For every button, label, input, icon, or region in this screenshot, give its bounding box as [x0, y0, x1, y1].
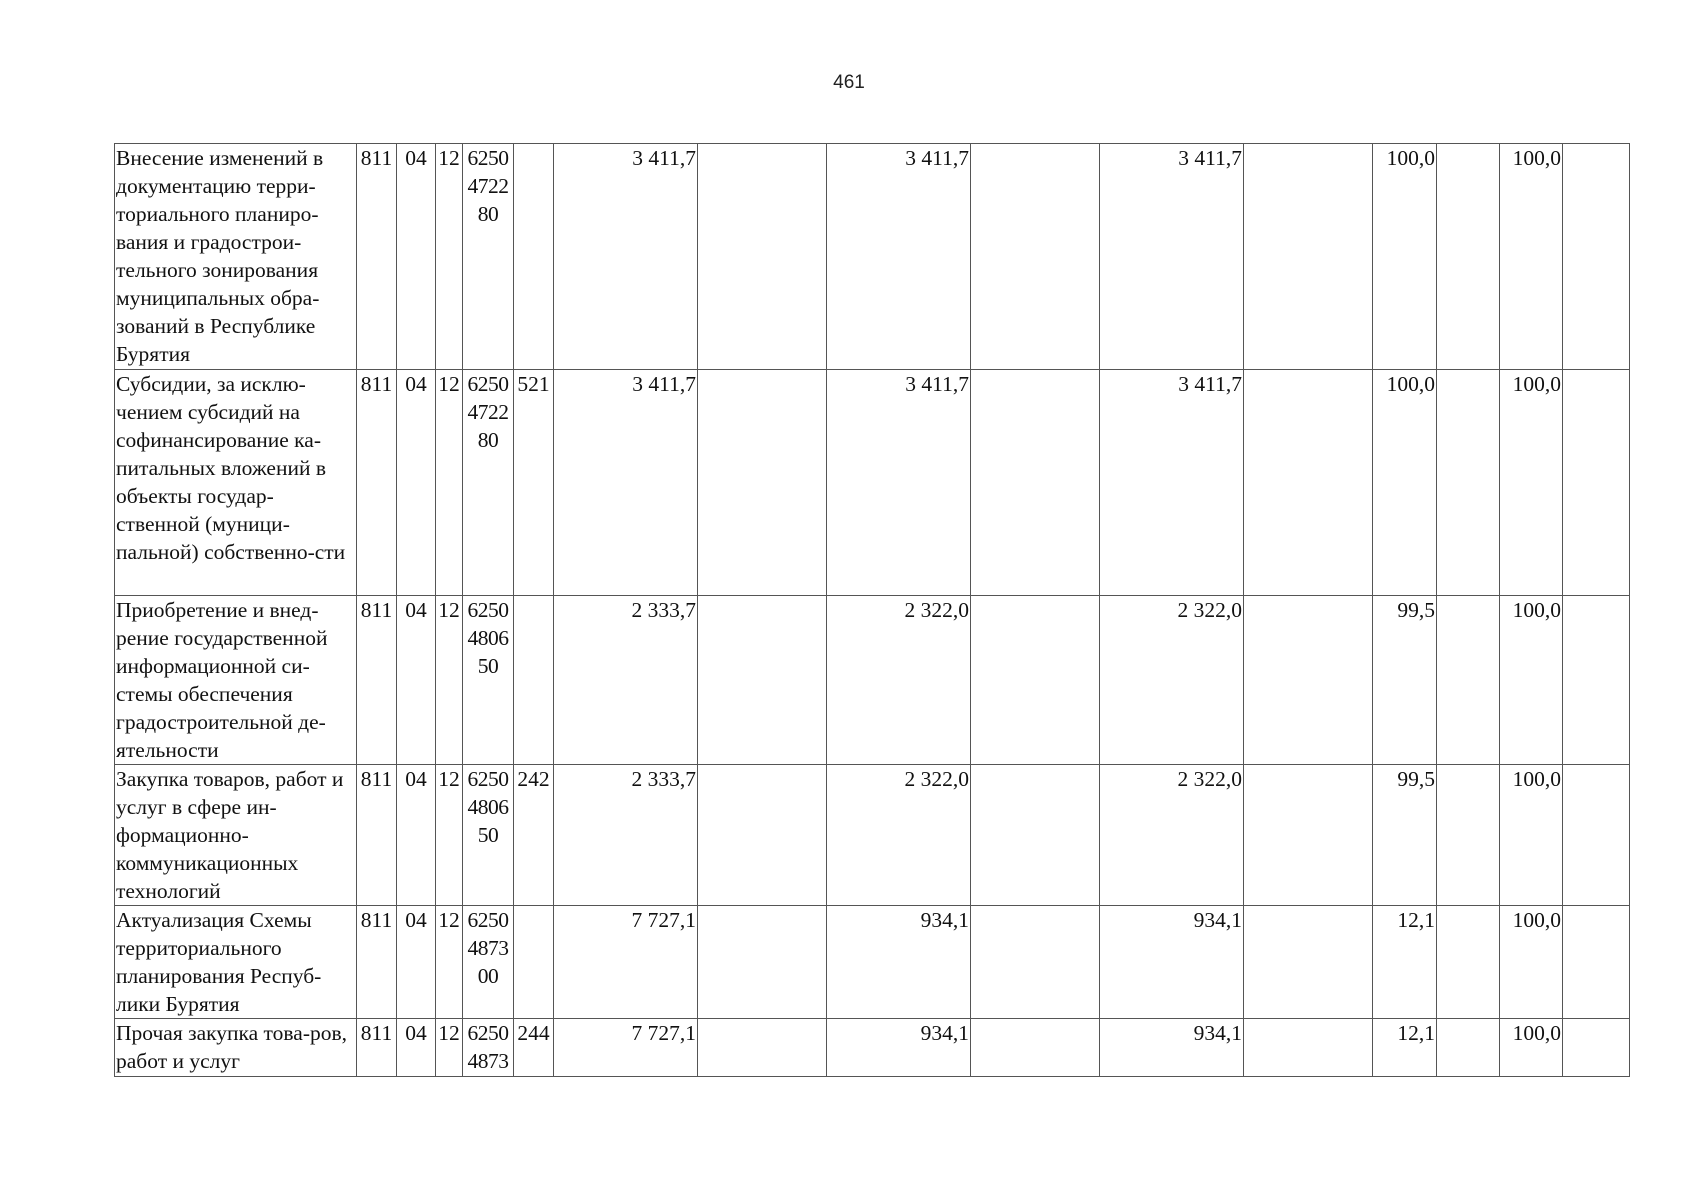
rz-code: 04 [397, 1019, 436, 1077]
csr-part: 6250 [467, 767, 509, 791]
csr-part: 6250 [467, 1021, 509, 1045]
percent-1: 12,1 [1373, 906, 1437, 1019]
gr-code: 811 [357, 370, 397, 596]
vr-code: 521 [514, 370, 554, 596]
gr-code: 811 [357, 1019, 397, 1077]
value-3: 934,1 [1100, 906, 1244, 1019]
value-1: 3 411,7 [554, 144, 698, 370]
empty-cell [971, 144, 1100, 370]
rz-code: 04 [397, 596, 436, 765]
rz-code: 04 [397, 370, 436, 596]
table-row [115, 370, 1630, 596]
empty-cell [1563, 765, 1630, 906]
pr-code: 12 [436, 765, 463, 906]
csr-part: 80 [477, 428, 499, 452]
row-name: Прочая закупка това-ров, работ и услуг [115, 1019, 357, 1077]
empty-cell [971, 370, 1100, 596]
table-row [115, 144, 1630, 370]
csr-part: 6250 [467, 372, 509, 396]
percent-1: 100,0 [1373, 370, 1437, 596]
table-row [115, 765, 1630, 906]
value-2: 3 411,7 [827, 370, 971, 596]
empty-cell [971, 1019, 1100, 1077]
empty-cell [1563, 144, 1630, 370]
vr-code [514, 144, 554, 370]
csr-part: 6250 [467, 908, 509, 932]
empty-cell [1244, 765, 1373, 906]
value-3: 3 411,7 [1100, 370, 1244, 596]
csr-code [463, 1019, 514, 1077]
value-1: 2 333,7 [554, 596, 698, 765]
percent-1: 99,5 [1373, 765, 1437, 906]
empty-cell [1244, 1019, 1373, 1077]
row-name: Актуализация Схемы территориального планирования Респуб-лики Бурятия [115, 906, 357, 1019]
csr-code [463, 370, 514, 596]
csr-part: 4722 [467, 174, 509, 198]
csr-part: 4806 [467, 795, 509, 819]
empty-cell [1244, 906, 1373, 1019]
gr-code: 811 [357, 765, 397, 906]
row-name: Субсидии, за исклю-чением субсидий на софинансирование ка-питальных вложений в объекты государ-ственной (муници-пальной) собственно-сти [115, 370, 357, 596]
empty-cell [698, 765, 827, 906]
empty-cell [1563, 370, 1630, 596]
empty-cell [971, 906, 1100, 1019]
empty-cell [698, 144, 827, 370]
empty-cell [698, 906, 827, 1019]
rz-code: 04 [397, 906, 436, 1019]
empty-cell [1244, 596, 1373, 765]
table-row [115, 1019, 1630, 1077]
csr-part: 4873 [467, 1049, 509, 1073]
percent-2: 100,0 [1500, 144, 1563, 370]
csr-code [463, 596, 514, 765]
pr-code: 12 [436, 596, 463, 765]
empty-cell [698, 370, 827, 596]
row-name: Приобретение и внед-рение государственной информационной си-стемы обеспечения градостроительной де-ятельности [115, 596, 357, 765]
csr-part: 50 [477, 654, 499, 678]
value-3: 934,1 [1100, 1019, 1244, 1077]
empty-cell [1563, 596, 1630, 765]
empty-cell [698, 1019, 827, 1077]
percent-2: 100,0 [1500, 370, 1563, 596]
value-3: 2 322,0 [1100, 765, 1244, 906]
budget-table [114, 143, 1630, 1077]
vr-code [514, 596, 554, 765]
percent-2: 100,0 [1500, 596, 1563, 765]
vr-code: 242 [514, 765, 554, 906]
csr-part: 00 [477, 964, 499, 988]
value-3: 2 322,0 [1100, 596, 1244, 765]
percent-2: 100,0 [1500, 765, 1563, 906]
value-2: 934,1 [827, 1019, 971, 1077]
row-name: Закупка товаров, работ и услуг в сфере ин-формационно-коммуникационных технологий [115, 765, 357, 906]
value-3: 3 411,7 [1100, 144, 1244, 370]
value-2: 2 322,0 [827, 765, 971, 906]
value-1: 3 411,7 [554, 370, 698, 596]
csr-part: 4873 [467, 936, 509, 960]
vr-code: 244 [514, 1019, 554, 1077]
empty-cell [1244, 144, 1373, 370]
pr-code: 12 [436, 144, 463, 370]
gr-code: 811 [357, 906, 397, 1019]
csr-part: 80 [477, 202, 499, 226]
vr-code [514, 906, 554, 1019]
empty-cell [1563, 1019, 1630, 1077]
empty-cell [1437, 370, 1500, 596]
value-1: 7 727,1 [554, 1019, 698, 1077]
gr-code: 811 [357, 596, 397, 765]
empty-cell [971, 596, 1100, 765]
gr-code: 811 [357, 144, 397, 370]
table-row [115, 906, 1630, 1019]
pr-code: 12 [436, 906, 463, 1019]
percent-2: 100,0 [1500, 1019, 1563, 1077]
csr-code [463, 906, 514, 1019]
percent-1: 99,5 [1373, 596, 1437, 765]
rz-code: 04 [397, 144, 436, 370]
empty-cell [698, 596, 827, 765]
csr-part: 6250 [467, 598, 509, 622]
pr-code: 12 [436, 370, 463, 596]
value-2: 3 411,7 [827, 144, 971, 370]
empty-cell [1437, 765, 1500, 906]
csr-part: 6250 [467, 146, 509, 170]
page-number: 461 [833, 72, 865, 93]
csr-part: 50 [477, 823, 499, 847]
row-name: Внесение изменений в документацию терри-ториального планиро-вания и градострои-тельного зонирования муниципальных обра-зований в Республике Бурятия [115, 144, 357, 370]
table-row [115, 596, 1630, 765]
csr-code [463, 765, 514, 906]
empty-cell [1563, 906, 1630, 1019]
pr-code: 12 [436, 1019, 463, 1077]
value-1: 7 727,1 [554, 906, 698, 1019]
empty-cell [1437, 144, 1500, 370]
value-2: 2 322,0 [827, 596, 971, 765]
csr-part: 4806 [467, 626, 509, 650]
csr-code [463, 144, 514, 370]
csr-part: 4722 [467, 400, 509, 424]
value-1: 2 333,7 [554, 765, 698, 906]
percent-1: 100,0 [1373, 144, 1437, 370]
empty-cell [1437, 1019, 1500, 1077]
value-2: 934,1 [827, 906, 971, 1019]
empty-cell [971, 765, 1100, 906]
empty-cell [1244, 370, 1373, 596]
rz-code: 04 [397, 765, 436, 906]
empty-cell [1437, 906, 1500, 1019]
empty-cell [1437, 596, 1500, 765]
percent-1: 12,1 [1373, 1019, 1437, 1077]
percent-2: 100,0 [1500, 906, 1563, 1019]
